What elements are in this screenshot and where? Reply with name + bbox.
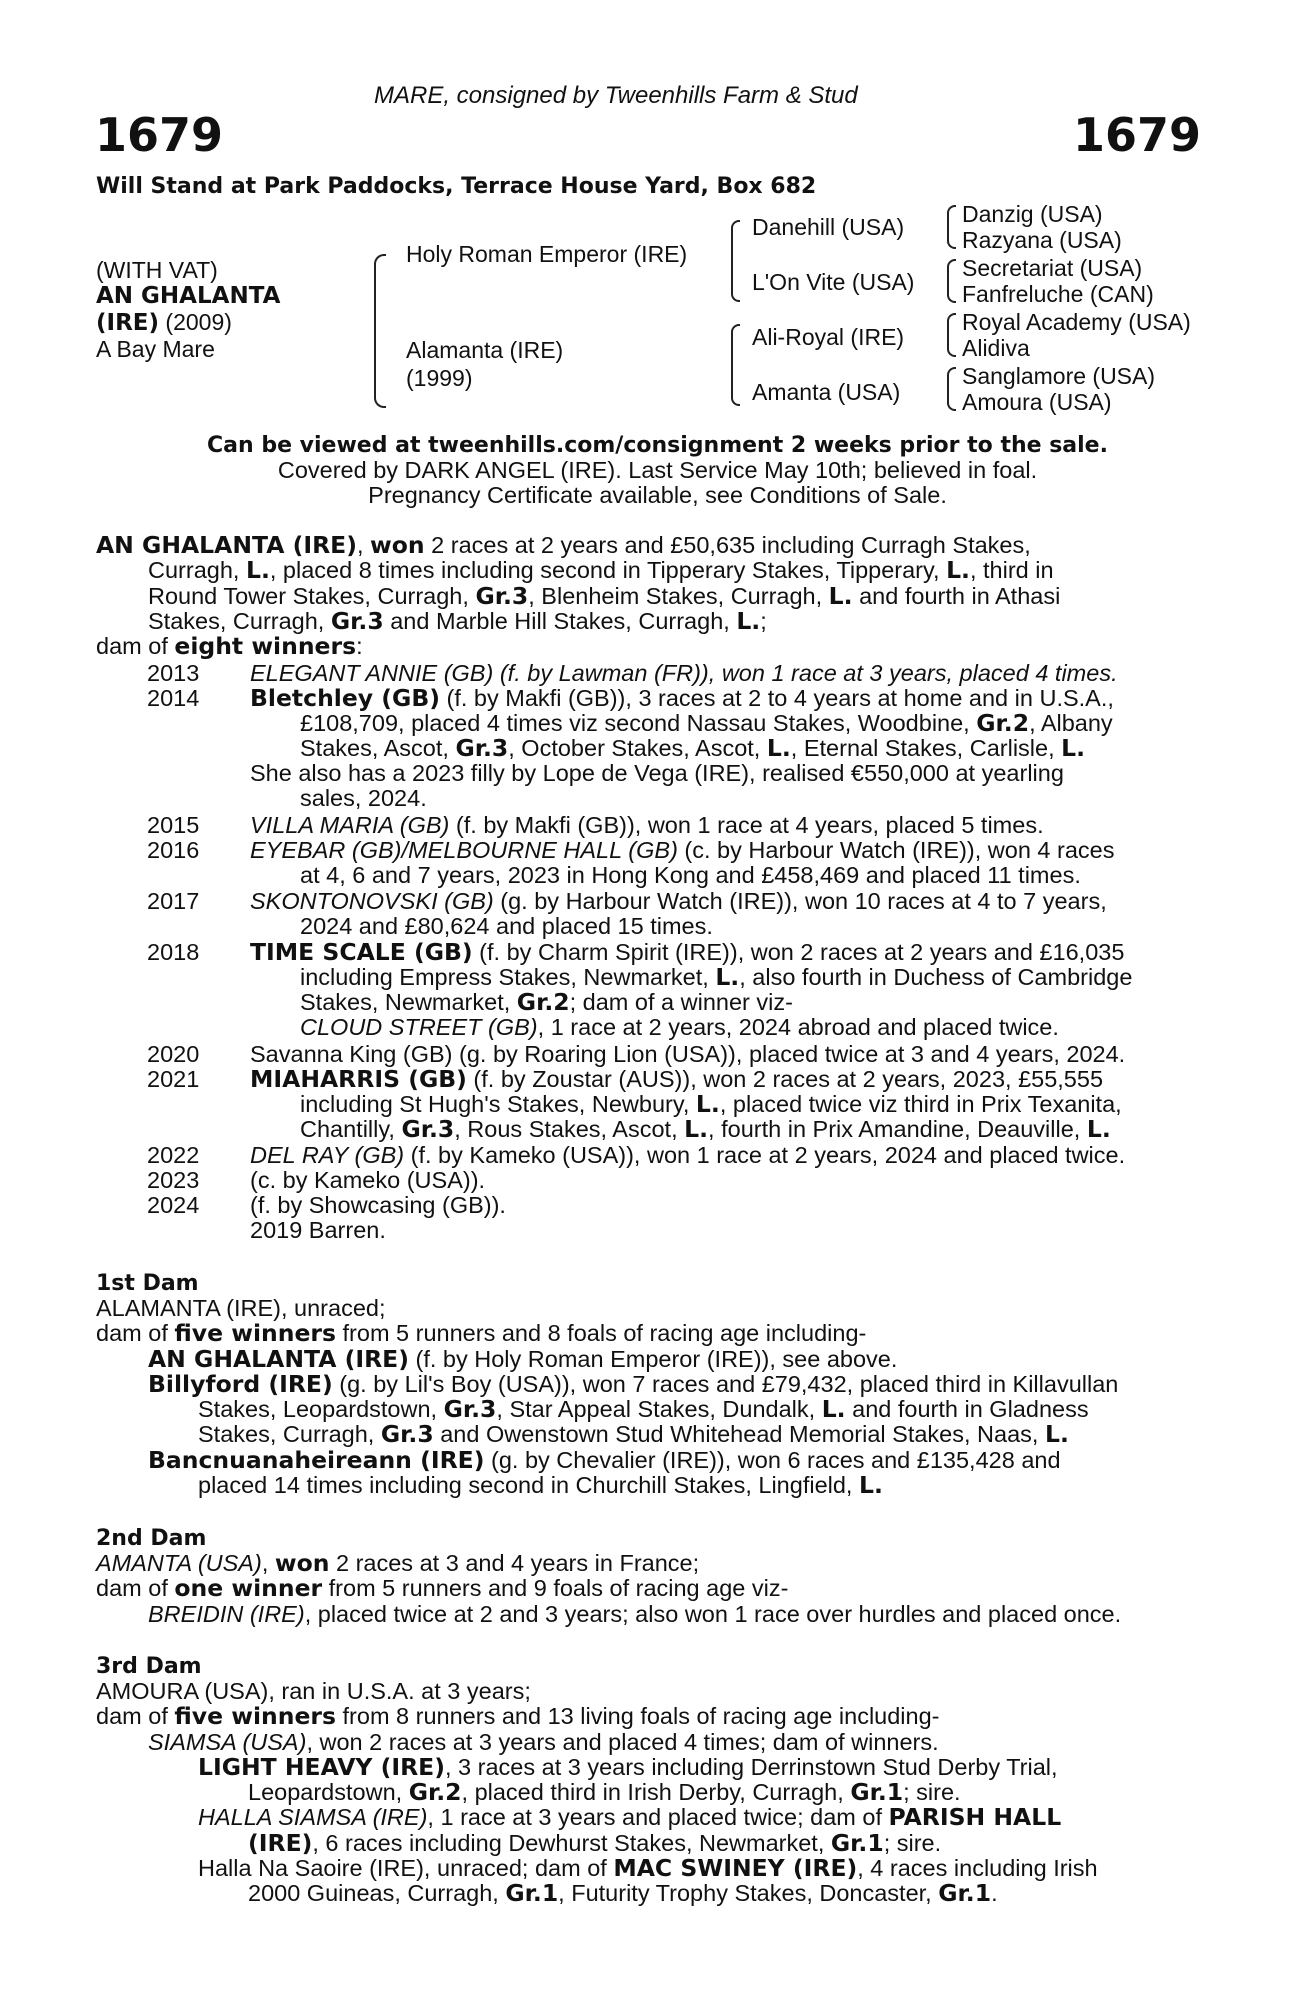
progeny-entry: Bletchley (GB) (f. by Makfi (GB)), 3 races at 2 to 4 years at home and in U.S.A., £108,709, placed 4 times viz second Nassau Stakes, Woodbine, Gr.2, Albany Stakes, Ascot, Gr.3, October Stakes, Ascot, L., Eternal Stakes, Carlisle, L. She also has a 2023 filly by Lope de Vega (IRE), realised €550,000 at yearling sales, 2024.	[250, 684, 1114, 811]
progeny-year: 2023	[147, 1167, 200, 1193]
progeny-year: 2015	[147, 812, 200, 838]
second-dam-section: AMANTA (USA), won 2 races at 3 and 4 years in France; dam of one winner from 5 runners and 9 foals of racing age viz- BREIDIN (IRE), placed twice at 2 and 3 years; also won 1 race over hurdles and placed once.	[96, 1549, 1122, 1627]
pedigree-gen3-2: Razyana (USA)	[962, 227, 1122, 253]
progeny-entry: ELEGANT ANNIE (GB) (f. by Lawman (FR)), won 1 race at 3 years, placed 4 times.	[250, 660, 1118, 686]
pedigree-brace	[374, 254, 386, 408]
pedigree-gen3-4: Fanfreluche (CAN)	[962, 281, 1154, 307]
pedigree-gen3-7: Sanglamore (USA)	[962, 363, 1156, 389]
pedigree-brace	[947, 205, 956, 249]
progeny-year: 2014	[147, 685, 200, 711]
progeny-entry: MIAHARRIS (GB) (f. by Zoustar (AUS)), won 2 races at 2 years, 2023, £55,555 including St Hugh's Stakes, Newbury, L., placed twice viz third in Prix Texanita, Chantilly, Gr.3, Rous Stakes, Ascot, L., fourth in Prix Amandine, Deauville, L.	[250, 1065, 1122, 1143]
viewing-note: Can be viewed at tweenhills.com/consignment 2 weeks prior to the sale.	[207, 433, 1108, 458]
vat-note: (WITH VAT)	[96, 257, 218, 283]
lot-number-right: 1679	[1072, 108, 1201, 162]
progeny-year: 2024	[147, 1192, 200, 1218]
pedigree-gen3-8: Amoura (USA)	[962, 389, 1112, 415]
pedigree-dam-year: (1999)	[406, 365, 473, 391]
consignor-line: MARE, consigned by Tweenhills Farm & Stud	[374, 82, 858, 109]
progeny-year: 2016	[147, 837, 200, 863]
pedigree-gen3-5: Royal Academy (USA)	[962, 309, 1191, 335]
horse-description: A Bay Mare	[96, 336, 215, 362]
certificate-note: Pregnancy Certificate available, see Conditions of Sale.	[368, 482, 947, 508]
progeny-entry: SKONTONOVSKI (GB) (g. by Harbour Watch (IRE)), won 10 races at 4 to 7 years, 2024 and £80,624 and placed 15 times.	[250, 888, 1107, 939]
progeny-year: 2021	[147, 1066, 200, 1092]
pedigree-sire-sire: Danehill (USA)	[752, 214, 905, 240]
progeny-entry: (c. by Kameko (USA)).	[250, 1167, 486, 1193]
progeny-year: 2020	[147, 1041, 200, 1067]
pedigree-sire: Holy Roman Emperor (IRE)	[406, 241, 688, 267]
horse-name-suffix: (IRE) (2009)	[96, 309, 232, 336]
progeny-entry: EYEBAR (GB)/MELBOURNE HALL (GB) (c. by Harbour Watch (IRE)), won 4 races at 4, 6 and 7 years, 2023 in Hong Kong and £458,469 and placed 11 times.	[250, 837, 1115, 888]
second-dam-heading: 2nd Dam	[96, 1526, 207, 1551]
progeny-entry: TIME SCALE (GB) (f. by Charm Spirit (IRE)), won 2 races at 2 years and £16,035 including Empress Stakes, Newmarket, L., also fourth in Duchess of Cambridge Stakes, Newmarket, Gr.2; dam of a winner viz- CLOUD STREET (GB), 1 race at 2 years, 2024 abroad and placed twice.	[250, 938, 1133, 1040]
pedigree-brace	[947, 367, 956, 411]
first-dam-section: ALAMANTA (IRE), unraced; dam of five winners from 5 runners and 8 foals of racing age including- AN GHALANTA (IRE) (f. by Holy Roman Emperor (IRE)), see above. Billyford (IRE) (g. by Lil's Boy (USA)), won 7 races and £79,432, placed third in Killavullan Stakes, Leopardstown, Gr.3, Star Appeal Stakes, Dundalk, L. and fourth in Gladness Stakes, Curragh, Gr.3 and Owenstown Stud Whitehead Memorial Stakes, Naas, L. Bancnuanaheireann (IRE) (g. by Chevalier (IRE)), won 6 races and £135,428 and placed 14 times including second in Churchill Stakes, Lingfield, L.	[96, 1295, 1119, 1500]
progeny-entry: VILLA MARIA (GB) (f. by Makfi (GB)), won 1 race at 4 years, placed 5 times.	[250, 812, 1044, 838]
third-dam-section: AMOURA (USA), ran in U.S.A. at 3 years; dam of five winners from 8 runners and 13 living foals of racing age including- SIAMSA (USA), won 2 races at 3 years and placed 4 times; dam of winners. LIGHT HEAVY (IRE), 3 races at 3 years including Derrinstown Stud Derby Trial, Leopardstown, Gr.2, placed third in Irish Derby, Curragh, Gr.1; sire. HALLA SIAMSA (IRE), 1 race at 3 years and placed twice; dam of PARISH HALL (IRE), 6 races including Dewhurst Stakes, Newmarket, Gr.1; sire. Halla Na Saoire (IRE), unraced; dam of MAC SWINEY (IRE), 4 races including Irish 2000 Guineas, Curragh, Gr.1, Futurity Trophy Stakes, Doncaster, Gr.1.	[96, 1678, 1098, 1908]
pedigree-brace	[947, 259, 956, 303]
pedigree-dam: Alamanta (IRE)	[406, 337, 564, 363]
progeny-entry: Savanna King (GB) (g. by Roaring Lion (USA)), placed twice at 3 and 4 years, 2024.	[250, 1041, 1126, 1067]
race-record: AN GHALANTA (IRE), won 2 races at 2 years and £50,635 including Curragh Stakes, Curragh, L., placed 8 times including second in Tipperary Stakes, Tipperary, L., third in Round Tower Stakes, Curragh, Gr.3, Blenheim Stakes, Curragh, L. and fourth in Athasi Stakes, Curragh, Gr.3 and Marble Hill Stakes, Curragh, L.; dam of eight winners:	[96, 531, 1061, 661]
pedigree-dam-sire: Ali-Royal (IRE)	[752, 324, 905, 350]
pedigree-gen3-6: Alidiva	[962, 335, 1030, 361]
progeny-entry: (f. by Showcasing (GB)). 2019 Barren.	[250, 1192, 506, 1243]
pedigree-brace	[731, 324, 740, 406]
pedigree-brace	[947, 313, 956, 357]
horse-name: AN GHALANTA	[96, 283, 281, 309]
first-dam-heading: 1st Dam	[96, 1271, 199, 1296]
pedigree-gen3-3: Secretariat (USA)	[962, 255, 1143, 281]
third-dam-heading: 3rd Dam	[96, 1654, 202, 1679]
pedigree-gen3-1: Danzig (USA)	[962, 201, 1103, 227]
progeny-year: 2017	[147, 888, 200, 914]
stand-location: Will Stand at Park Paddocks, Terrace House Yard, Box 682	[96, 174, 817, 199]
progeny-year: 2022	[147, 1142, 200, 1168]
covered-note: Covered by DARK ANGEL (IRE). Last Service May 10th; believed in foal.	[277, 457, 1038, 483]
pedigree-dam-dam: Amanta (USA)	[752, 379, 901, 405]
pedigree-brace	[731, 220, 740, 302]
pedigree-sire-dam: L'On Vite (USA)	[752, 269, 915, 295]
progeny-entry: DEL RAY (GB) (f. by Kameko (USA)), won 1 race at 2 years, 2024 and placed twice.	[250, 1142, 1126, 1168]
progeny-year: 2013	[147, 660, 200, 686]
lot-number-left: 1679	[95, 108, 224, 162]
progeny-year: 2018	[147, 939, 200, 965]
